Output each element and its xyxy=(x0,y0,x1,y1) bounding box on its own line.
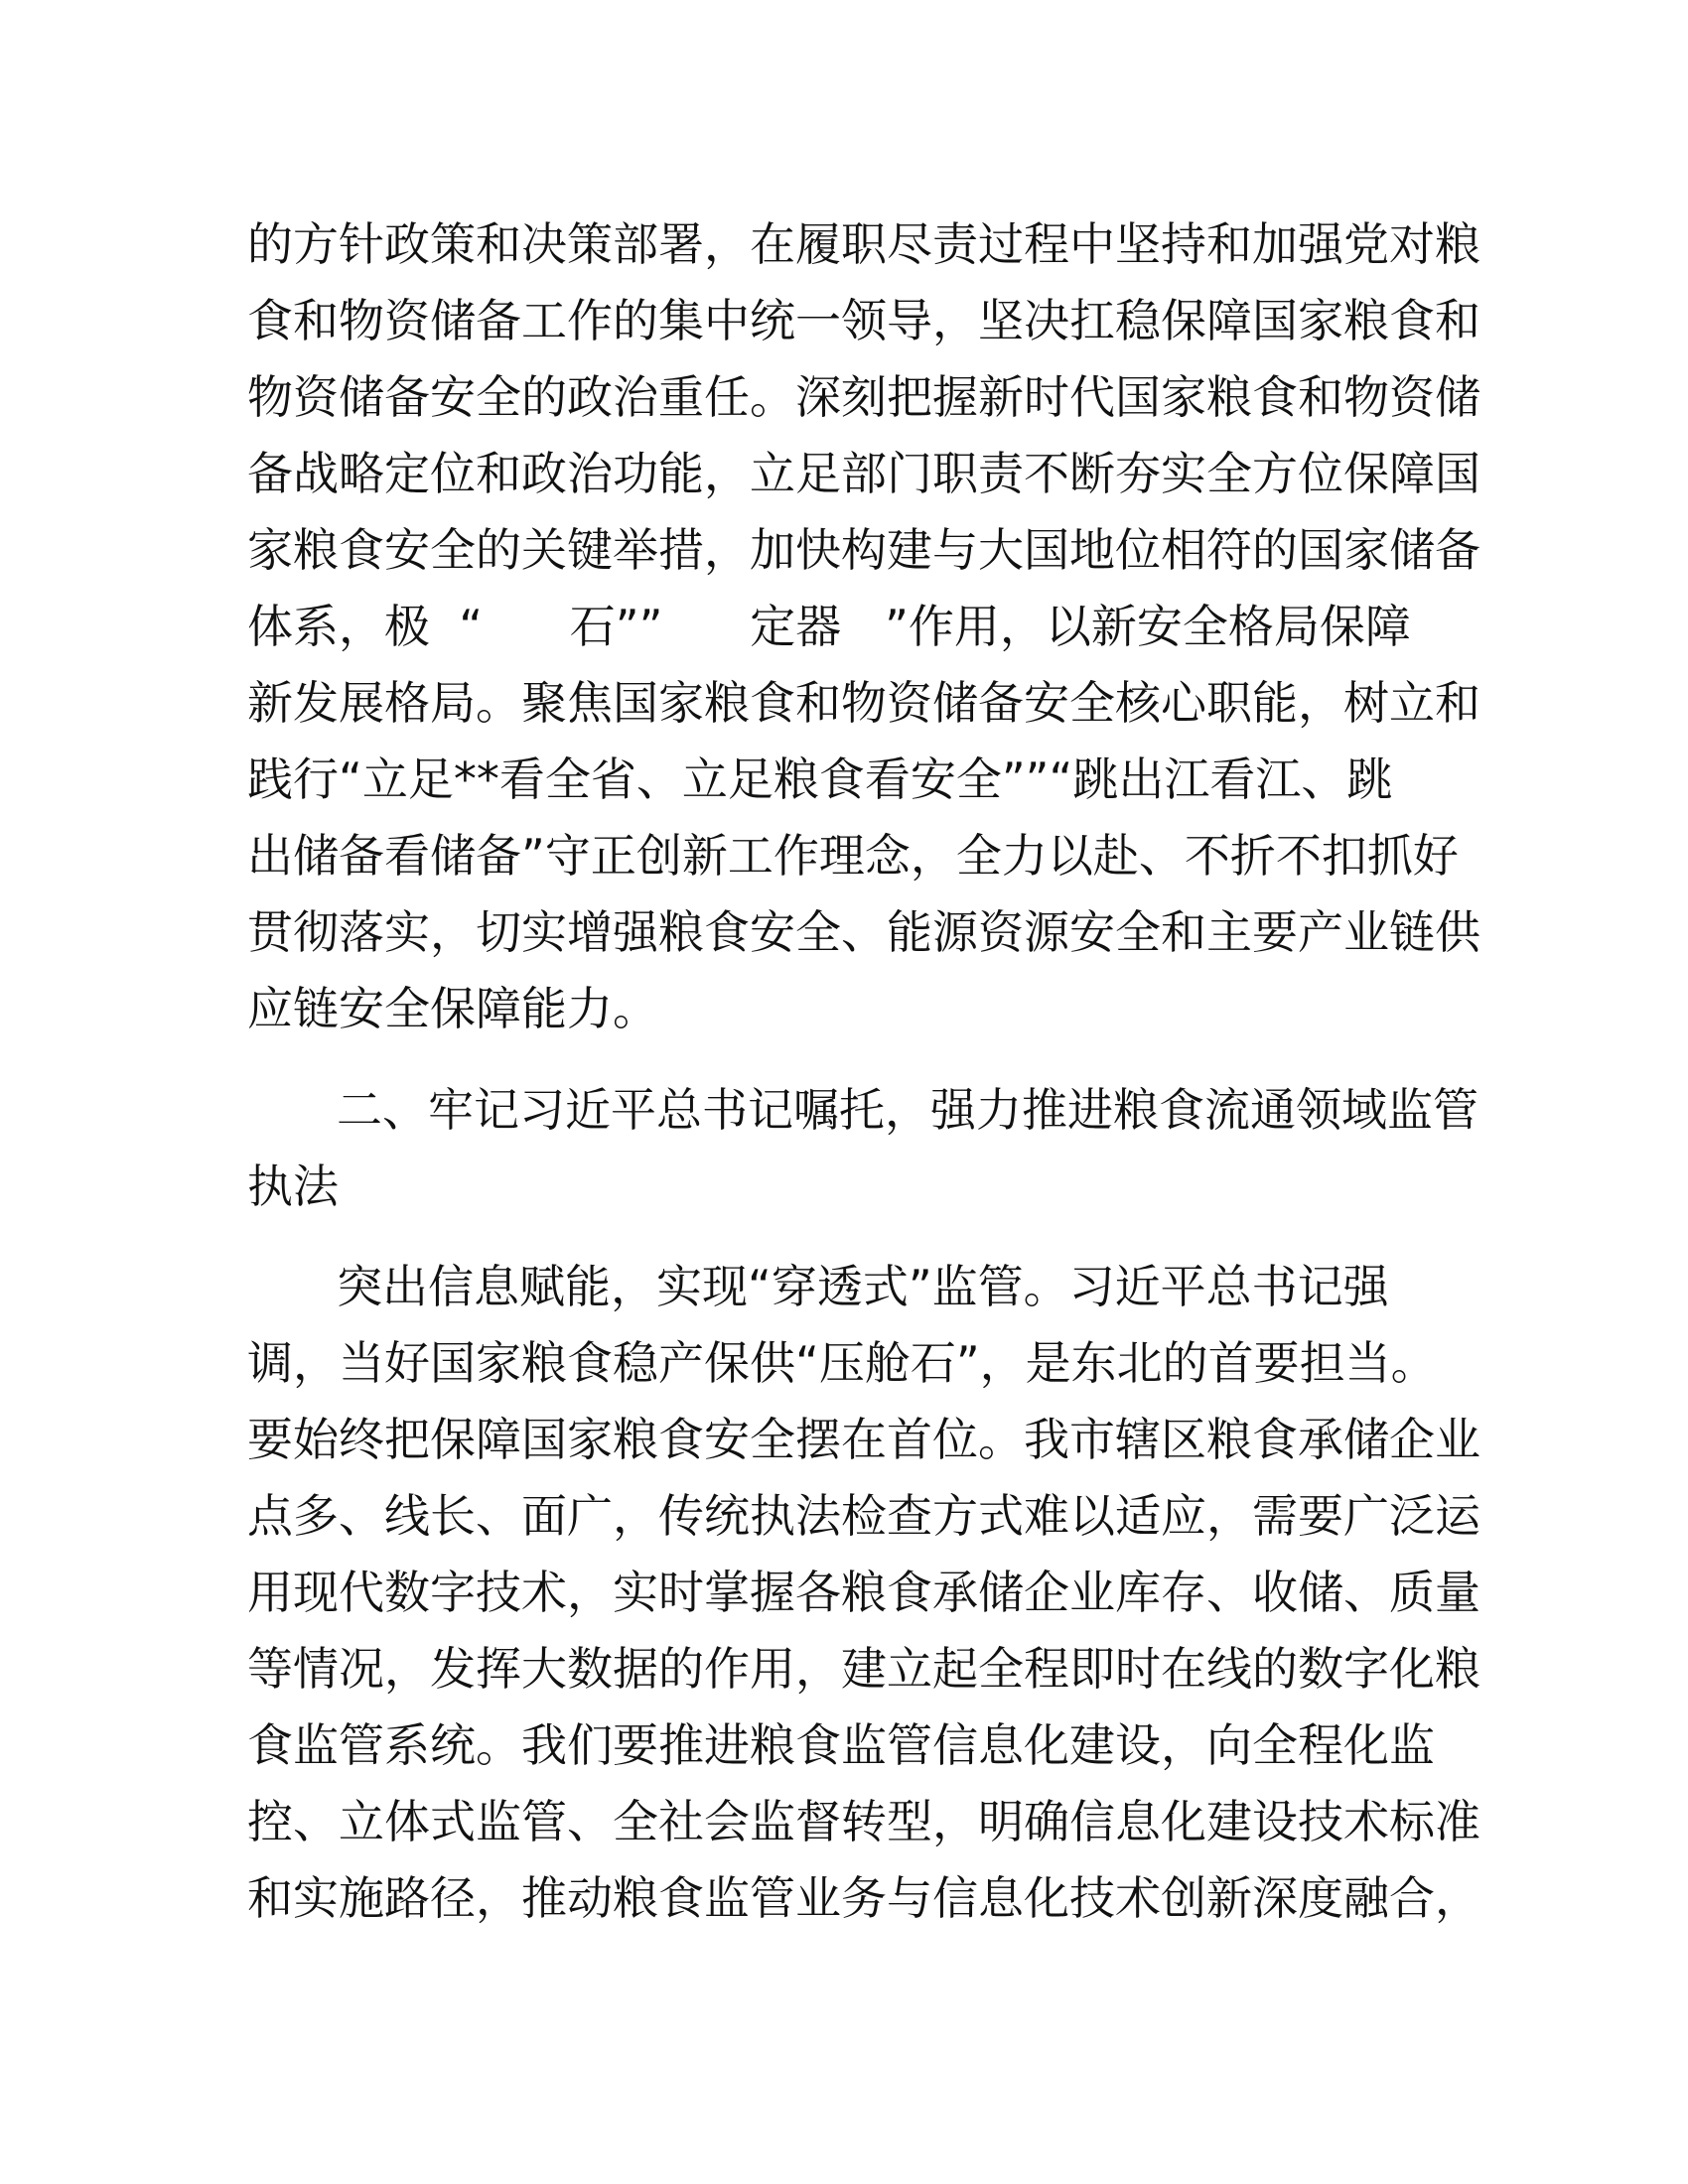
text-line: 物资储备安全的政治重任。深刻把握新时代国家粮食和物资储 xyxy=(247,370,1480,424)
text-line: 践行“立足**看全省、立足粮食看安全””“跳出江看江、跳 xyxy=(247,752,1393,806)
text-line: 点多、线长、面广，传统执法检查方式难以适应，需要广泛运 xyxy=(247,1489,1480,1543)
text-line: 贯彻落实，切实增强粮食安全、能源资源安全和主要产业链供 xyxy=(247,905,1480,959)
text-line: 的方针政策和决策部署，在履职尽责过程中坚持和加强党对粮 xyxy=(247,217,1480,271)
text-line: 等情况，发挥大数据的作用，建立起全程即时在线的数字化粮 xyxy=(247,1642,1480,1696)
text-line: 新发展格局。聚焦国家粮食和物资储备安全核心职能，树立和 xyxy=(247,676,1480,730)
text-line: 食监管系统。我们要推进粮食监管信息化建设，向全程化监 xyxy=(247,1718,1435,1772)
text-line: 应链安全保障能力。 xyxy=(247,982,658,1035)
text-line: 要始终把保障国家粮食安全摆在首位。我市辖区粮食承储企业 xyxy=(247,1413,1480,1466)
text-line: 和实施路径，推动粮食监管业务与信息化技术创新深度融合， xyxy=(247,1871,1480,1925)
text-line: 家粮食安全的关键举措，加快构建与大国地位相符的国家储备 xyxy=(247,523,1480,577)
text-line: 调，当好国家粮食稳产保供“压舱石”，是东北的首要担当。 xyxy=(247,1336,1437,1390)
text-line: 出储备看储备”守正创新工作理念，全力以赴、不折不扣抓好 xyxy=(247,829,1459,883)
text-line: 用现代数字技术，实时掌握各粮食承储企业库存、收储、质量 xyxy=(247,1566,1480,1619)
text-line: 突出信息赋能，实现“穿透式”监管。习近平总书记强 xyxy=(337,1260,1389,1313)
section-heading: 二、牢记习近平总书记嘱托，强力推进粮食流通领域监管 xyxy=(337,1083,1478,1137)
text-line: 食和物资储备工作的集中统一领导，坚决扛稳保障国家粮食和 xyxy=(247,294,1480,347)
text-line: 备战略定位和政治功能，立足部门职责不断夯实全方位保障国 xyxy=(247,447,1480,500)
section-heading-continued: 执法 xyxy=(247,1160,339,1213)
text-line: 控、立体式监管、全社会监督转型，明确信息化建设技术标准 xyxy=(247,1795,1480,1848)
text-line: 体系，极 “ 石”” 定器 ”作用，以新安全格局保障 xyxy=(247,600,1411,653)
